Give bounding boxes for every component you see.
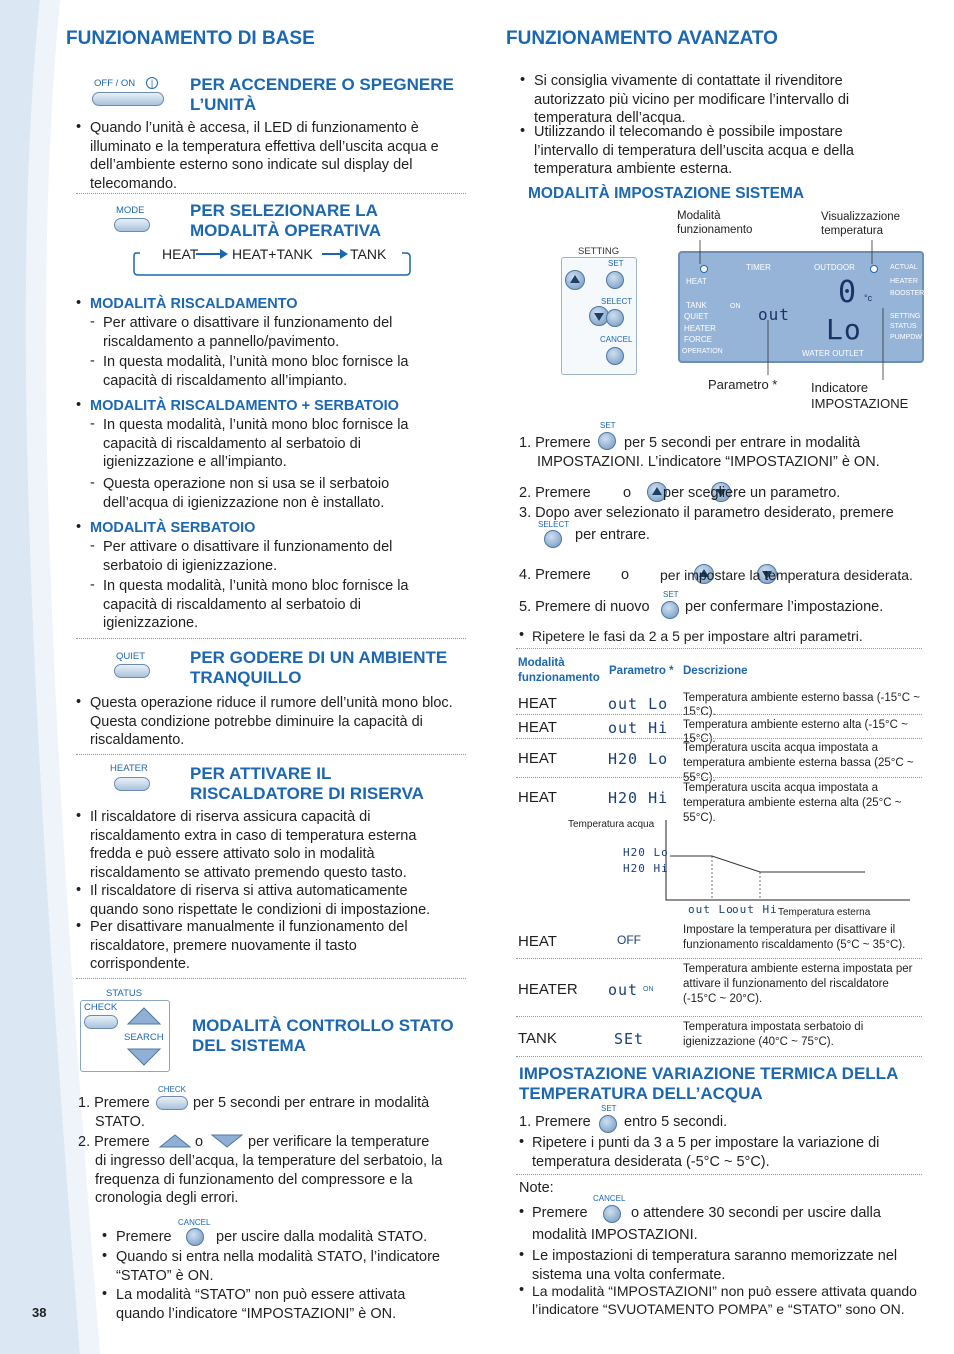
lcd-quiet: QUIET (684, 312, 709, 321)
status-s2o: o (195, 1134, 204, 1150)
up-button[interactable] (565, 270, 585, 290)
sys-title: MODALITÀ IMPOSTAZIONE SISTEMA (528, 185, 805, 202)
heater-label: HEATER (110, 763, 148, 774)
step1b: IMPOSTAZIONI. L’indicatore “IMPOSTAZIONI” è ON. (537, 454, 880, 470)
lcd-seg-celsius: °c (864, 293, 873, 303)
row3-desc: Temperatura uscita acqua impostata a temperatura ambiente esterna bassa (25°C ~ 55°C). (683, 742, 914, 784)
th-desc: Descrizione (683, 665, 748, 677)
water-temp-graph (660, 820, 920, 910)
mode-button[interactable] (114, 218, 150, 232)
status-n1b: per uscire dalla modalità STATO. (216, 1229, 428, 1245)
var-s1a: 1. Premere (519, 1114, 591, 1130)
graph-xlabel: Temperatura esterna (778, 907, 871, 918)
set-button[interactable] (599, 1115, 617, 1133)
graph-x2: out Hi (732, 903, 778, 916)
step4b: per impostare la temperatura desiderata. (660, 567, 913, 583)
search-label: SEARCH (124, 1032, 164, 1043)
row1-mode: HEAT (518, 695, 557, 712)
step5b: per confermare l’impostazione. (685, 599, 884, 615)
right-section-title: FUNZIONAMENTO AVANZATO (506, 28, 778, 49)
lcd-booster: BOOSTER (890, 290, 925, 297)
power-icon: | (146, 77, 158, 89)
row1-param: out Lo (608, 695, 669, 713)
row5-mode: HEAT (518, 933, 557, 950)
step2b: per scegliere un parametro. (663, 485, 841, 501)
step3-select-label: SELECT (538, 520, 570, 529)
lcd-actual: ACTUAL (890, 264, 918, 271)
onoff-text: Quando l’unità è accesa, il LED di funzionamento è illuminato e la temperatura effettiva dell’uscita acqua e dell’ambiente esterno sono indicate sul display del telecomando. (90, 120, 439, 192)
row7-param: SEt (614, 1030, 645, 1048)
quiet-title: PER GODERE DI UN AMBIENTE TRANQUILLO (190, 648, 448, 687)
row2-param: out Hi (608, 719, 669, 737)
status-s2b: per verificare la temperature (248, 1134, 430, 1150)
row6-desc: Temperatura ambiente esterna impostata per attivare il funzionamento del riscaldatore (-15°C ~ 20°C). (683, 963, 913, 1005)
graph-y1: H20 Lo (623, 846, 669, 859)
var-n1c: modalità IMPOSTAZIONI. (532, 1227, 698, 1243)
step4a: 4. Premere (519, 567, 591, 583)
check-button[interactable] (84, 1015, 118, 1029)
select-label: SELECT (601, 297, 633, 306)
var-title: IMPOSTAZIONE VARIAZIONE TERMICA DELLA TEMPERATURA DELL’ACQUA (519, 1064, 898, 1103)
heater-b2: Il riscaldatore di riserva si attiva automaticamente quando sono rispettate le condizioni di impostazione. (90, 883, 431, 918)
var-n2: Le impostazioni di temperatura saranno memorizzate nel sistema una volta confermate. (532, 1248, 898, 1283)
quiet-label: QUIET (116, 651, 146, 662)
mode1-title: MODALITÀ RISCALDAMENTO (90, 296, 298, 312)
mode1-d2: In questa modalità, l’unità mono bloc fornisce la capacità di riscaldamento all’impianto. (103, 354, 409, 389)
step5a: 5. Premere di nuovo (519, 599, 650, 615)
mode2-title: MODALITÀ RISCALDAMENTO + SERBATOIO (90, 398, 399, 414)
quiet-button[interactable] (114, 664, 150, 678)
mode3-title: MODALITÀ SERBATOIO (90, 520, 256, 536)
row6-param-on: ON (643, 986, 654, 993)
status-n2: Quando si entra nella modalità STATO, l’indicatore “STATO” è ON. (116, 1249, 440, 1284)
cancel-label: CANCEL (600, 335, 633, 344)
step2a: 2. Premere (519, 485, 591, 501)
onoff-title: PER ACCENDERE O SPEGNERE L’UNITÀ (190, 75, 454, 114)
lcd-operation: OPERATION (682, 348, 723, 355)
graph-x1: out Lo (688, 903, 734, 916)
status-n1a: Premere (116, 1229, 172, 1245)
mode-tank: TANK (350, 246, 387, 262)
step3a: 3. Dopo aver selezionato il parametro desiderato, premere (519, 505, 894, 521)
adv-b1: Si consiglia vivamente di contattate il rivenditore autorizzato più vicino per modificare l’intervallo di temperatura dell’acqua. (534, 73, 850, 126)
lbl-temp: Visualizzazione temperatura (821, 211, 901, 237)
var-s2: Ripetere i punti da 3 a 5 per impostare la variazione di temperatura desiderata (-5°C ~ 5°C). (532, 1135, 880, 1170)
lcd-setting: SETTING (890, 313, 921, 320)
step1a: 1. Premere (519, 435, 591, 451)
var-note: Note: (519, 1180, 554, 1196)
mode3-d2: In questa modalità, l’unità mono bloc fornisce la capacità di riscaldamento al serbatoio di igienizzazione. (103, 578, 409, 631)
status-n1-btnlabel: CANCEL (178, 1218, 211, 1227)
check-label: CHECK (84, 1002, 118, 1013)
left-section-title: FUNZIONAMENTO DI BASE (66, 28, 315, 49)
set-label: SET (608, 259, 624, 268)
down-arrow-icon[interactable] (126, 1047, 162, 1067)
mode-heat-tank: HEAT+TANK (232, 246, 313, 262)
lcd-heat: HEAT (686, 277, 707, 286)
lcd-heater-right: HEATER (890, 278, 918, 285)
select-button[interactable] (544, 530, 562, 548)
row3-mode: HEAT (518, 750, 557, 767)
heater-b3: Per disattivare manualmente il funzionamento del riscaldatore, premere nuovamente il tasto corrispondente. (90, 919, 408, 972)
th-param: Parametro * (609, 665, 674, 677)
cancel-button[interactable] (603, 1205, 621, 1223)
lcd-status: STATUS (890, 323, 917, 330)
onoff-button[interactable] (92, 92, 164, 106)
lcd-outdoor: OUTDOOR (814, 263, 855, 272)
heater-title: PER ATTIVARE IL RISCALDATORE DI RISERVA (190, 764, 424, 803)
mode1-d1: Per attivare o disattivare il funzionamento del riscaldamento a pannello/pavimento. (103, 315, 393, 350)
var-s1b: entro 5 secondi. (624, 1114, 728, 1130)
lcd-timer: TIMER (746, 263, 771, 272)
up-arrow-icon[interactable] (126, 1006, 162, 1026)
status-s1a: 1. Premere (78, 1095, 150, 1111)
lbl-param: Parametro * (708, 377, 778, 392)
lbl-mode: Modalità funzionamento (677, 210, 753, 236)
adv-b2: Utilizzando il telecomando è possibile impostare l’intervallo di temperatura dell’uscita acqua e della temperatura ambiente esterna. (534, 124, 854, 177)
lcd-pumpdw: PUMPDW (890, 334, 922, 341)
set-button[interactable] (598, 432, 616, 450)
step1-set-label: SET (600, 421, 616, 430)
row1-desc: Temperatura ambiente esterno bassa (-15°C ~ 15°C). (683, 692, 920, 718)
onoff-label: OFF / ON (94, 78, 136, 89)
row4-mode: HEAT (518, 789, 557, 806)
var-set-label: SET (601, 1104, 617, 1113)
status-s1b: per 5 secondi per entrare in modalità (193, 1095, 430, 1111)
lcd-water-outlet: WATER OUTLET (802, 349, 864, 358)
step4o: o (621, 567, 630, 583)
row6-param: out (608, 981, 639, 999)
select-button[interactable] (606, 309, 624, 327)
step3b: per entrare. (575, 527, 650, 543)
lcd-tank: TANK (686, 301, 707, 310)
row6-mode: HEATER (518, 981, 578, 998)
status-s1-button[interactable] (156, 1096, 188, 1110)
mode-heat: HEAT (162, 246, 199, 262)
lcd-on: ON (730, 303, 741, 310)
mode-title: PER SELEZIONARE LA MODALITÀ OPERATIVA (190, 201, 382, 240)
setting-label: SETTING (578, 246, 620, 257)
mode2-d1: In questa modalità, l’unità mono bloc fornisce la capacità di riscaldamento al serbatoio di igienizzazione e all’impianto. (103, 417, 409, 470)
lbl-indicator: Indicatore IMPOSTAZIONE (811, 380, 909, 411)
graph-y2: H20 Hi (623, 862, 669, 875)
step5-set-label: SET (663, 590, 679, 599)
quiet-text: Questa operazione riduce il rumore dell’unità mono bloc. Questa condizione potrebbe diminuire la capacità di riscaldamento. (90, 695, 453, 748)
row4-desc: Temperatura uscita acqua impostata a temperatura ambiente esterna alta (25°C ~ 55°C). (683, 782, 902, 824)
row2-desc: Temperatura ambiente esterno alta (-15°C ~ 15°C). (683, 719, 908, 745)
cancel-button[interactable] (186, 1228, 204, 1246)
status-s1-btnlabel: CHECK (158, 1085, 187, 1094)
var-n1a: Premere (532, 1205, 588, 1221)
lcd-seg-zero: 0 (838, 275, 858, 310)
row3-param: H20 Lo (608, 750, 669, 768)
set-button[interactable] (606, 271, 624, 289)
up-arrow-icon[interactable] (158, 1133, 192, 1149)
row2-mode: HEAT (518, 719, 557, 736)
page-number: 38 (32, 1305, 47, 1320)
status-s2a: 2. Premere (78, 1134, 150, 1150)
down-arrow-icon[interactable] (210, 1133, 244, 1149)
step1b-line1: per 5 secondi per entrare in modalità (624, 435, 861, 451)
status-s2c: di ingresso dell’acqua, la temperature del serbatoio, la frequenza di funzionamento del compressore e la cronologia degli errori. (95, 1153, 443, 1206)
row7-mode: TANK (518, 1030, 557, 1047)
lcd-heater: HEATER (684, 324, 716, 333)
heater-b1: Il riscaldatore di riserva assicura capacità di riscaldamento extra in caso di temperatura esterna fredda e può essere attivato solo in modalità riscaldamento se attivato premendo questo tasto. (90, 809, 417, 881)
lcd-force: FORCE (684, 335, 712, 344)
row5-param: OFF (617, 933, 641, 947)
mode2-d2: Questa operazione non si usa se il serbatoio dell’acqua di igienizzazione non è installato. (103, 476, 390, 511)
status-title: MODALITÀ CONTROLLO STATO DEL SISTEMA (192, 1016, 454, 1055)
row5-desc: Impostare la temperatura per disattivare il funzionamento riscaldamento (5°C ~ 35°C). (683, 924, 906, 951)
heater-button[interactable] (114, 777, 150, 791)
var-n3: La modalità “IMPOSTAZIONI” non può essere attivata quando l’indicatore “SVUOTAMENTO POMPA” e “STATO” sono ON. (532, 1283, 917, 1317)
step2o: o (623, 485, 632, 501)
mode3-d1: Per attivare o disattivare il funzionamento del serbatoio di igienizzazione. (103, 539, 393, 574)
lcd-seg-out: out (758, 305, 790, 324)
step-repeat: Ripetere le fasi da 2 a 5 per impostare altri parametri. (532, 628, 863, 644)
graph-ylabel: Temperatura acqua (568, 819, 655, 830)
set-button[interactable] (661, 601, 679, 619)
var-cancel-label: CANCEL (593, 1194, 626, 1203)
lcd-seg-lo: Lo (826, 313, 862, 346)
var-n1b: o attendere 30 secondi per uscire dalla (631, 1205, 881, 1221)
row4-param: H20 Hi (608, 789, 669, 807)
th-mode: Modalità funzionamento (518, 657, 600, 684)
status-s1c: STATO. (95, 1114, 145, 1130)
status-label: STATUS (106, 988, 143, 999)
cancel-button[interactable] (606, 347, 624, 365)
row7-desc: Temperatura impostata serbatoio di igienizzazione (40°C ~ 75°C). (683, 1021, 864, 1048)
mode-label: MODE (116, 205, 145, 216)
status-n3: La modalità “STATO” non può essere attivata quando l’indicatore “IMPOSTAZIONI” è ON. (116, 1287, 406, 1322)
